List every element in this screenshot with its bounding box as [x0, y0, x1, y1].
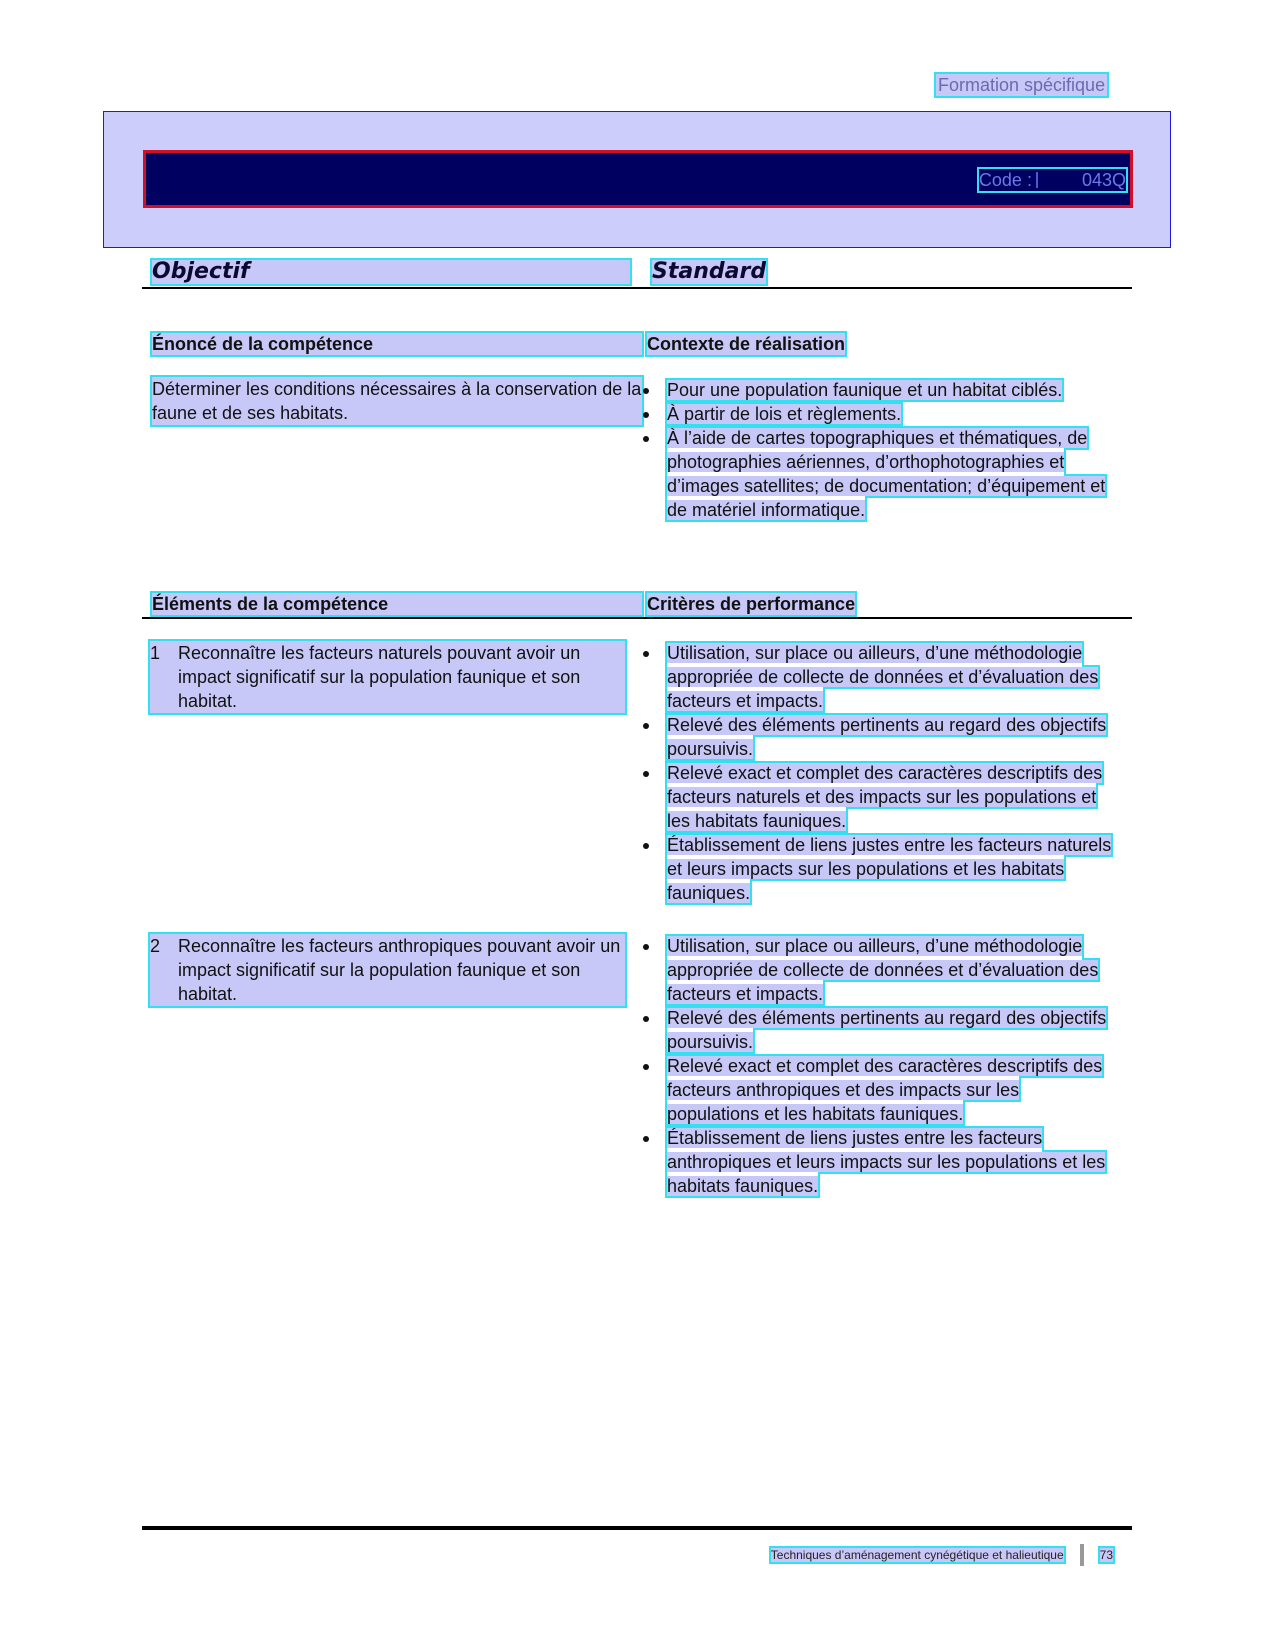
footer-separator	[1080, 1544, 1084, 1566]
criterion-item: Relevé exact et complet des caractères descriptifs des facteurs naturels et des impacts sur les populations et les habitats fauniques.	[643, 761, 1113, 833]
context-item: Pour une population faunique et un habitat ciblés.	[643, 378, 1113, 402]
context-title: Contexte de réalisation	[647, 334, 846, 354]
criterion-item: Établissement de liens justes entre les facteurs anthropiques et leurs impacts sur les populations et les habitats fauniques.	[643, 1126, 1113, 1198]
statement-title: Énoncé de la compétence	[152, 333, 642, 355]
criterion-item: Relevé des éléments pertinents au regard des objectifs poursuivis.	[643, 713, 1113, 761]
element-text: Reconnaître les facteurs anthropiques pouvant avoir un impact significatif sur la population faunique et son habitat.	[178, 936, 621, 1004]
criteria-title: Critères de performance	[647, 594, 856, 614]
context-item: À partir de lois et règlements.	[643, 402, 1113, 426]
competency-title-bar	[143, 150, 1133, 208]
code-separator	[1036, 172, 1038, 188]
footer-rule	[142, 1526, 1132, 1530]
context-list	[643, 378, 1113, 522]
context-item: À l’aide de cartes topographiques et thématiques, de photographies aériennes, d’orthophotographies et d’images satellites; de documentation; d’équipement et de matériel informatique.	[643, 426, 1113, 522]
criterion-item: Relevé exact et complet des caractères descriptifs des facteurs anthropiques et des impacts sur les populations et les habitats fauniques.	[643, 1054, 1113, 1126]
element-number: 1	[150, 643, 161, 663]
standard-heading: Standard	[652, 259, 767, 284]
code-value: 043Q	[1081, 169, 1126, 190]
competency-element-2	[150, 934, 625, 1006]
program-section-label: Formation spécifique	[938, 75, 1106, 95]
criterion-item: Utilisation, sur place ou ailleurs, d’une méthodologie appropriée de collecte de données et d’évaluation des facteurs et impacts.	[643, 934, 1113, 1006]
elements-title: Éléments de la compétence	[152, 593, 642, 615]
heading-rule	[142, 287, 1132, 289]
competency-element-1	[150, 641, 625, 713]
competency-statement: Déterminer les conditions nécessaires à la conservation de la faune et de ses habitats.	[152, 379, 642, 423]
footer-program-name: Techniques d’aménagement cynégétique et halieutique	[770, 1548, 1064, 1562]
section-rule	[142, 617, 1132, 619]
element-number: 2	[150, 936, 161, 956]
page-number: 73	[1099, 1548, 1113, 1562]
criterion-item: Utilisation, sur place ou ailleurs, d’une méthodologie appropriée de collecte de données et d’évaluation des facteurs et impacts.	[643, 641, 1113, 713]
criterion-item: Établissement de liens justes entre les facteurs naturels et leurs impacts sur les populations et les habitats fauniques.	[643, 833, 1113, 905]
objective-heading: Objectif	[152, 260, 630, 284]
competency-code	[979, 169, 1126, 191]
element-text: Reconnaître les facteurs naturels pouvant avoir un impact significatif sur la population faunique et son habitat.	[178, 643, 581, 711]
criteria-list-2	[643, 934, 1113, 1198]
criteria-list-1	[643, 641, 1113, 905]
criterion-item: Relevé des éléments pertinents au regard des objectifs poursuivis.	[643, 1006, 1113, 1054]
footer	[771, 1544, 1113, 1566]
code-label: Code :	[978, 169, 1032, 190]
